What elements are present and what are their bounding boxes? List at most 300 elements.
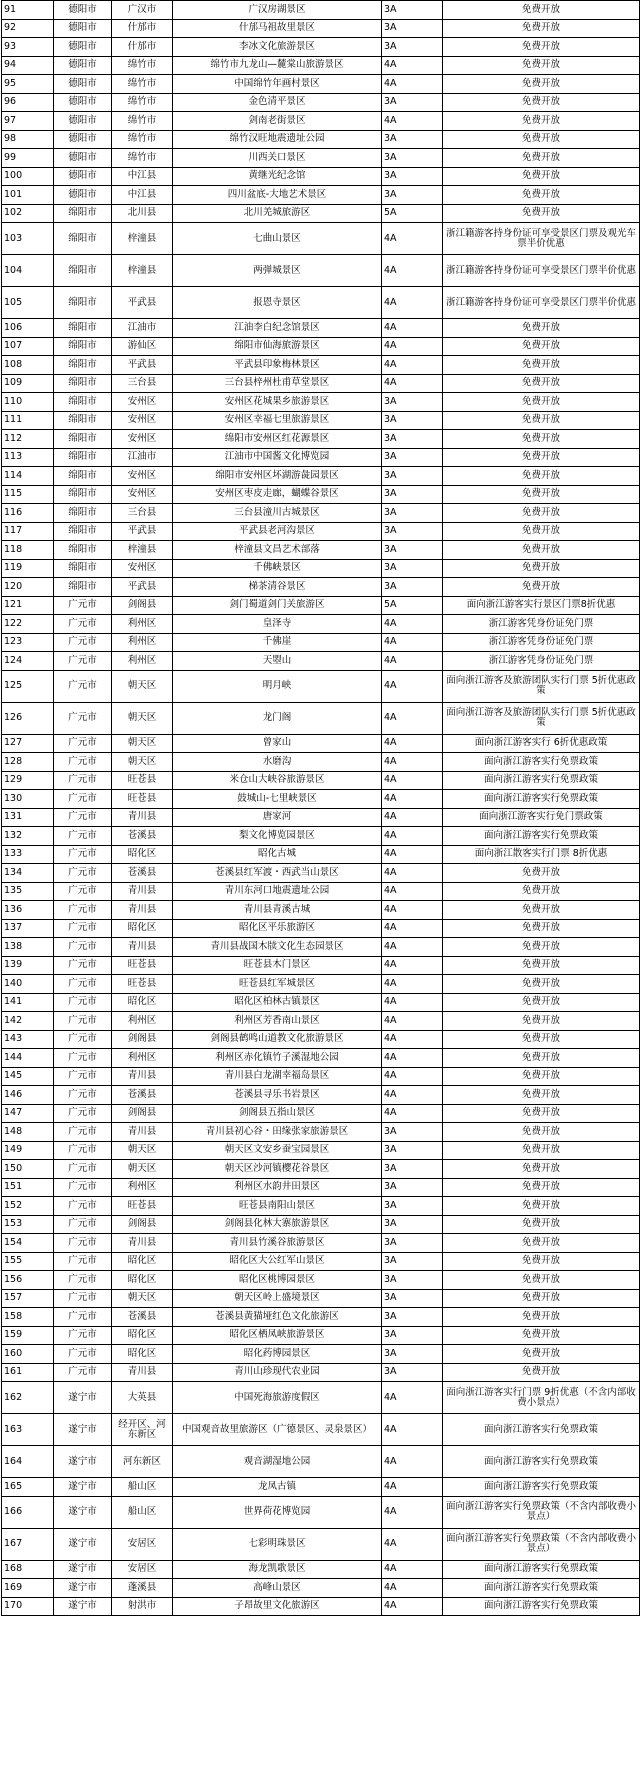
county-cell: 青川县: [112, 808, 173, 827]
level-cell: 3A: [382, 1123, 443, 1142]
row-number: 101: [2, 186, 54, 205]
benefit-cell: 免费开放: [443, 337, 640, 356]
benefit-cell: 免费开放: [443, 75, 640, 94]
table-row: [2, 1104, 640, 1123]
row-number: 97: [2, 112, 54, 131]
county-cell: 利州区: [112, 633, 173, 652]
row-number: 154: [2, 1234, 54, 1253]
county-cell: 朝天区: [112, 753, 173, 772]
city-cell: 遂宁市: [54, 1597, 112, 1616]
benefit-cell: 免费开放: [443, 1308, 640, 1327]
city-cell: 广元市: [54, 1123, 112, 1142]
row-number: 143: [2, 1030, 54, 1049]
county-cell: 苍溪县: [112, 1308, 173, 1327]
benefit-cell: 免费开放: [443, 319, 640, 338]
table-row: [2, 149, 640, 168]
table-row: [2, 1446, 640, 1478]
row-number: 130: [2, 790, 54, 809]
county-cell: 平武县: [112, 578, 173, 597]
table-row: [2, 430, 640, 449]
scenic-name-cell: 曾家山: [173, 734, 382, 753]
level-cell: 4A: [382, 1560, 443, 1579]
table-row: [2, 75, 640, 94]
table-row: [2, 1123, 640, 1142]
benefit-cell: 浙江游客凭身份证免门票: [443, 633, 640, 652]
county-cell: 苍溪县: [112, 827, 173, 846]
county-cell: 中江县: [112, 186, 173, 205]
row-number: 135: [2, 882, 54, 901]
city-cell: 广元市: [54, 1308, 112, 1327]
city-cell: 绵阳市: [54, 504, 112, 523]
level-cell: 3A: [382, 1252, 443, 1271]
city-cell: 广元市: [54, 734, 112, 753]
scenic-name-cell: 苍溪县寻乐书岩景区: [173, 1086, 382, 1105]
benefit-cell: 免费开放: [443, 578, 640, 597]
county-cell: 绵竹市: [112, 93, 173, 112]
scenic-name-cell: 七彩明珠景区: [173, 1528, 382, 1560]
benefit-cell: 免费开放: [443, 38, 640, 57]
benefit-cell: 面向浙江游客实行免票政策（不含内部收费小景点）: [443, 1528, 640, 1560]
row-number: 134: [2, 864, 54, 883]
county-cell: 梓潼县: [112, 223, 173, 255]
row-number: 103: [2, 223, 54, 255]
benefit-cell: 面向浙江游客实行免门票政策: [443, 808, 640, 827]
scenic-name-cell: 李冰文化旅游景区: [173, 38, 382, 57]
level-cell: 4A: [382, 1382, 443, 1414]
benefit-cell: 免费开放: [443, 56, 640, 75]
scenic-name-cell: 世界荷花博览园: [173, 1496, 382, 1528]
city-cell: 广元市: [54, 652, 112, 671]
benefit-cell: 免费开放: [443, 1178, 640, 1197]
level-cell: 3A: [382, 485, 443, 504]
scenic-name-cell: 剑阁县五指山景区: [173, 1104, 382, 1123]
benefit-cell: 浙江籍游客持身份证可享受景区门票半价优惠: [443, 255, 640, 287]
benefit-cell: 面向浙江游客实行免票政策: [443, 790, 640, 809]
city-cell: 德阳市: [54, 75, 112, 94]
table-row: [2, 1326, 640, 1345]
scenic-name-cell: 天曌山: [173, 652, 382, 671]
county-cell: 北川县: [112, 204, 173, 223]
scenic-name-cell: 梓潼县文昌艺术部落: [173, 541, 382, 560]
level-cell: 3A: [382, 1141, 443, 1160]
table-row: [2, 1197, 640, 1216]
benefit-cell: 免费开放: [443, 130, 640, 149]
row-number: 169: [2, 1579, 54, 1598]
table-row: [2, 186, 640, 205]
level-cell: 3A: [382, 504, 443, 523]
level-cell: 4A: [382, 255, 443, 287]
level-cell: 4A: [382, 56, 443, 75]
city-cell: 广元市: [54, 1086, 112, 1105]
city-cell: 广元市: [54, 1030, 112, 1049]
county-cell: 安居区: [112, 1528, 173, 1560]
table-row: [2, 1141, 640, 1160]
scenic-name-cell: 剑阁县鹤鸣山道教文化旅游景区: [173, 1030, 382, 1049]
row-number: 124: [2, 652, 54, 671]
benefit-cell: 免费开放: [443, 430, 640, 449]
city-cell: 德阳市: [54, 112, 112, 131]
table-row: [2, 901, 640, 920]
table-row: [2, 1496, 640, 1528]
city-cell: 广元市: [54, 975, 112, 994]
row-number: 102: [2, 204, 54, 223]
county-cell: 青川县: [112, 1234, 173, 1253]
row-number: 167: [2, 1528, 54, 1560]
level-cell: 4A: [382, 652, 443, 671]
table-row: [2, 1030, 640, 1049]
scenic-name-cell: 海龙凯歌景区: [173, 1560, 382, 1579]
table-row: [2, 864, 640, 883]
table-row: [2, 1597, 640, 1616]
table-row: [2, 734, 640, 753]
scenic-name-cell: 绵阳市仙海旅游景区: [173, 337, 382, 356]
table-row: [2, 993, 640, 1012]
row-number: 170: [2, 1597, 54, 1616]
county-cell: 绵竹市: [112, 56, 173, 75]
benefit-cell: 免费开放: [443, 975, 640, 994]
row-number: 160: [2, 1345, 54, 1364]
table-row: [2, 1, 640, 20]
scenic-name-cell: 千佛峡景区: [173, 559, 382, 578]
city-cell: 德阳市: [54, 130, 112, 149]
table-row: [2, 753, 640, 772]
table-row: [2, 411, 640, 430]
scenic-name-cell: 青川东河口地震遗址公园: [173, 882, 382, 901]
scenic-name-cell: 观音湖湿地公园: [173, 1446, 382, 1478]
county-cell: 青川县: [112, 1067, 173, 1086]
benefit-cell: 免费开放: [443, 919, 640, 938]
county-cell: 旺苍县: [112, 956, 173, 975]
county-cell: 安州区: [112, 430, 173, 449]
level-cell: 3A: [382, 1178, 443, 1197]
level-cell: 3A: [382, 411, 443, 430]
benefit-cell: 免费开放: [443, 467, 640, 486]
level-cell: 4A: [382, 882, 443, 901]
level-cell: 3A: [382, 1308, 443, 1327]
county-cell: 什邡市: [112, 38, 173, 57]
table-row: [2, 504, 640, 523]
county-cell: 旺苍县: [112, 1197, 173, 1216]
city-cell: 广元市: [54, 1160, 112, 1179]
city-cell: 广元市: [54, 1104, 112, 1123]
level-cell: 5A: [382, 596, 443, 615]
table-row: [2, 882, 640, 901]
city-cell: 绵阳市: [54, 319, 112, 338]
county-cell: 梓潼县: [112, 541, 173, 560]
city-cell: 绵阳市: [54, 430, 112, 449]
row-number: 92: [2, 19, 54, 38]
level-cell: 3A: [382, 186, 443, 205]
scenic-name-cell: 旺苍县木门景区: [173, 956, 382, 975]
benefit-cell: 免费开放: [443, 956, 640, 975]
benefit-cell: 免费开放: [443, 1289, 640, 1308]
county-cell: 平武县: [112, 287, 173, 319]
benefit-cell: 免费开放: [443, 938, 640, 957]
table-row: [2, 130, 640, 149]
benefit-cell: 免费开放: [443, 1160, 640, 1179]
level-cell: 4A: [382, 1067, 443, 1086]
row-number: 122: [2, 615, 54, 634]
county-cell: 利州区: [112, 652, 173, 671]
row-number: 133: [2, 845, 54, 864]
level-cell: 4A: [382, 1049, 443, 1068]
county-cell: 安居区: [112, 1560, 173, 1579]
benefit-cell: 免费开放: [443, 1252, 640, 1271]
city-cell: 广元市: [54, 956, 112, 975]
table-row: [2, 38, 640, 57]
row-number: 125: [2, 670, 54, 702]
scenic-name-cell: 安州区花城果乡旅游景区: [173, 393, 382, 412]
table-row: [2, 956, 640, 975]
benefit-cell: 免费开放: [443, 186, 640, 205]
level-cell: 4A: [382, 112, 443, 131]
city-cell: 绵阳市: [54, 356, 112, 375]
row-number: 95: [2, 75, 54, 94]
level-cell: 4A: [382, 938, 443, 957]
table-row: [2, 1049, 640, 1068]
city-cell: 广元市: [54, 845, 112, 864]
city-cell: 遂宁市: [54, 1496, 112, 1528]
benefit-cell: 免费开放: [443, 864, 640, 883]
benefit-cell: 面向浙江游客及旅游团队实行门票 5折优惠政策: [443, 702, 640, 734]
scenic-name-cell: 青川县白龙湖幸福岛景区: [173, 1067, 382, 1086]
table-row: [2, 1382, 640, 1414]
row-number: 168: [2, 1560, 54, 1579]
scenic-name-cell: 安州区幸福七里旅游景区: [173, 411, 382, 430]
benefit-cell: 面向浙江游客及旅游团队实行门票 5折优惠政策: [443, 670, 640, 702]
scenic-name-cell: 青川县青溪古城: [173, 901, 382, 920]
county-cell: 昭化区: [112, 1326, 173, 1345]
benefit-cell: 免费开放: [443, 1234, 640, 1253]
county-cell: 安州区: [112, 411, 173, 430]
scenic-name-cell: 昭化区栖凤峡旅游景区: [173, 1326, 382, 1345]
row-number: 156: [2, 1271, 54, 1290]
level-cell: 4A: [382, 223, 443, 255]
level-cell: 4A: [382, 1012, 443, 1031]
scenic-name-cell: 昭化区大公红军山景区: [173, 1252, 382, 1271]
scenic-name-cell: 中国绵竹年画村景区: [173, 75, 382, 94]
benefit-cell: 免费开放: [443, 1141, 640, 1160]
row-number: 139: [2, 956, 54, 975]
table-row: [2, 559, 640, 578]
county-cell: 江油市: [112, 448, 173, 467]
level-cell: 4A: [382, 356, 443, 375]
row-number: 99: [2, 149, 54, 168]
scenic-name-cell: 三台县梓州杜甫草堂景区: [173, 374, 382, 393]
table-row: [2, 975, 640, 994]
benefit-cell: 免费开放: [443, 993, 640, 1012]
level-cell: 4A: [382, 1030, 443, 1049]
benefit-cell: 免费开放: [443, 1326, 640, 1345]
city-cell: 广元市: [54, 901, 112, 920]
county-cell: 剑阁县: [112, 1215, 173, 1234]
row-number: 127: [2, 734, 54, 753]
scenic-name-cell: 旺苍县红军城景区: [173, 975, 382, 994]
city-cell: 广元市: [54, 1049, 112, 1068]
table-row: [2, 827, 640, 846]
county-cell: 苍溪县: [112, 1086, 173, 1105]
scenic-name-cell: 高峰山景区: [173, 1579, 382, 1598]
county-cell: 绵竹市: [112, 149, 173, 168]
benefit-cell: 免费开放: [443, 411, 640, 430]
county-cell: 游仙区: [112, 337, 173, 356]
table-row: [2, 467, 640, 486]
table-row: [2, 1215, 640, 1234]
benefit-cell: 面向浙江游客实行免票政策: [443, 1478, 640, 1497]
table-row: [2, 1086, 640, 1105]
city-cell: 广元市: [54, 1178, 112, 1197]
scenic-name-cell: 什邡马祖故里景区: [173, 19, 382, 38]
county-cell: 旺苍县: [112, 790, 173, 809]
row-number: 136: [2, 901, 54, 920]
county-cell: 昭化区: [112, 1345, 173, 1364]
benefit-cell: 免费开放: [443, 1012, 640, 1031]
row-number: 131: [2, 808, 54, 827]
scenic-name-cell: 黄继光纪念馆: [173, 167, 382, 186]
county-cell: 梓潼县: [112, 255, 173, 287]
level-cell: 4A: [382, 975, 443, 994]
row-number: 114: [2, 467, 54, 486]
benefit-cell: 面向浙江游客实行免票政策: [443, 1446, 640, 1478]
scenic-name-cell: 绵竹市九龙山—麓棠山旅游景区: [173, 56, 382, 75]
scenic-name-cell: 朝天区文安乡蚕宝园景区: [173, 1141, 382, 1160]
county-cell: 剑阁县: [112, 1104, 173, 1123]
scenic-name-cell: 昭化区桃博园景区: [173, 1271, 382, 1290]
row-number: 157: [2, 1289, 54, 1308]
county-cell: 昭化区: [112, 993, 173, 1012]
level-cell: 4A: [382, 615, 443, 634]
table-row: [2, 938, 640, 957]
county-cell: 青川县: [112, 1363, 173, 1382]
scenic-spot-table: [1, 0, 640, 1616]
row-number: 93: [2, 38, 54, 57]
table-row: [2, 485, 640, 504]
benefit-cell: 免费开放: [443, 93, 640, 112]
county-cell: 蓬溪县: [112, 1579, 173, 1598]
scenic-name-cell: 旺苍县南阳山景区: [173, 1197, 382, 1216]
city-cell: 德阳市: [54, 149, 112, 168]
city-cell: 德阳市: [54, 1, 112, 20]
row-number: 153: [2, 1215, 54, 1234]
county-cell: 青川县: [112, 1123, 173, 1142]
city-cell: 绵阳市: [54, 448, 112, 467]
city-cell: 绵阳市: [54, 411, 112, 430]
scenic-name-cell: 七曲山景区: [173, 223, 382, 255]
row-number: 142: [2, 1012, 54, 1031]
benefit-cell: 面向浙江游客实行免票政策（不含内部收费小景点）: [443, 1496, 640, 1528]
benefit-cell: 浙江游客凭身份证免门票: [443, 615, 640, 634]
row-number: 119: [2, 559, 54, 578]
row-number: 144: [2, 1049, 54, 1068]
row-number: 147: [2, 1104, 54, 1123]
row-number: 166: [2, 1496, 54, 1528]
benefit-cell: 免费开放: [443, 149, 640, 168]
benefit-cell: 免费开放: [443, 374, 640, 393]
county-cell: 苍溪县: [112, 864, 173, 883]
county-cell: 昭化区: [112, 1271, 173, 1290]
row-number: 109: [2, 374, 54, 393]
city-cell: 遂宁市: [54, 1478, 112, 1497]
table-row: [2, 771, 640, 790]
table-row: [2, 1160, 640, 1179]
county-cell: 中江县: [112, 167, 173, 186]
city-cell: 广元市: [54, 615, 112, 634]
level-cell: 4A: [382, 1478, 443, 1497]
benefit-cell: 面向浙江游客实行门票 9折优惠（不含内部收费小景点）: [443, 1382, 640, 1414]
city-cell: 广元市: [54, 938, 112, 957]
county-cell: 什邡市: [112, 19, 173, 38]
scenic-name-cell: 中国观音故里旅游区（广德景区、灵泉景区）: [173, 1414, 382, 1446]
table-body: [2, 1, 640, 1616]
city-cell: 广元市: [54, 1197, 112, 1216]
level-cell: 3A: [382, 393, 443, 412]
county-cell: 剑阁县: [112, 1030, 173, 1049]
city-cell: 绵阳市: [54, 374, 112, 393]
county-cell: 朝天区: [112, 670, 173, 702]
scenic-name-cell: 苍溪县红军渡・西武当山景区: [173, 864, 382, 883]
county-cell: 江油市: [112, 319, 173, 338]
level-cell: 3A: [382, 1271, 443, 1290]
scenic-name-cell: 剑阁县化林大寨旅游景区: [173, 1215, 382, 1234]
level-cell: 3A: [382, 1326, 443, 1345]
benefit-cell: 免费开放: [443, 1, 640, 20]
row-number: 128: [2, 753, 54, 772]
city-cell: 广元市: [54, 633, 112, 652]
table-row: [2, 1579, 640, 1598]
row-number: 121: [2, 596, 54, 615]
level-cell: 4A: [382, 993, 443, 1012]
row-number: 162: [2, 1382, 54, 1414]
county-cell: 青川县: [112, 901, 173, 920]
benefit-cell: 免费开放: [443, 1104, 640, 1123]
benefit-cell: 免费开放: [443, 1123, 640, 1142]
row-number: 126: [2, 702, 54, 734]
city-cell: 遂宁市: [54, 1560, 112, 1579]
county-cell: 平武县: [112, 356, 173, 375]
city-cell: 广元市: [54, 1289, 112, 1308]
level-cell: 3A: [382, 467, 443, 486]
county-cell: 朝天区: [112, 734, 173, 753]
county-cell: 大英县: [112, 1382, 173, 1414]
table-row: [2, 112, 640, 131]
scenic-name-cell: 四川盆底-大地艺术景区: [173, 186, 382, 205]
table-row: [2, 1252, 640, 1271]
scenic-name-cell: 中国死海旅游度假区: [173, 1382, 382, 1414]
table-row: [2, 393, 640, 412]
level-cell: 4A: [382, 956, 443, 975]
benefit-cell: 免费开放: [443, 204, 640, 223]
benefit-cell: 免费开放: [443, 1271, 640, 1290]
benefit-cell: 免费开放: [443, 504, 640, 523]
county-cell: 经开区、河东新区: [112, 1414, 173, 1446]
scenic-name-cell: 广汉房湖景区: [173, 1, 382, 20]
level-cell: 4A: [382, 827, 443, 846]
level-cell: 4A: [382, 633, 443, 652]
county-cell: 绵竹市: [112, 112, 173, 131]
county-cell: 剑阁县: [112, 596, 173, 615]
county-cell: 利州区: [112, 1178, 173, 1197]
scenic-name-cell: 川西关口景区: [173, 149, 382, 168]
table-row: [2, 223, 640, 255]
row-number: 164: [2, 1446, 54, 1478]
row-number: 107: [2, 337, 54, 356]
scenic-name-cell: 青川县战国木牍文化生态园景区: [173, 938, 382, 957]
table-row: [2, 1012, 640, 1031]
scenic-name-cell: 平武县印象梅林景区: [173, 356, 382, 375]
county-cell: 安州区: [112, 485, 173, 504]
scenic-name-cell: 金色清平景区: [173, 93, 382, 112]
city-cell: 德阳市: [54, 167, 112, 186]
